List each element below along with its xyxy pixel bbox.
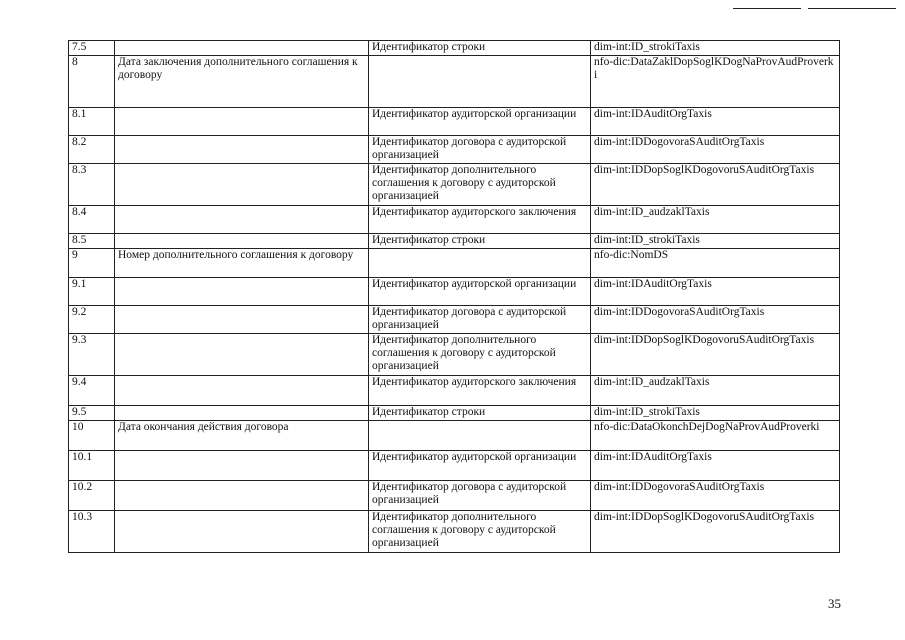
row-description: Идентификатор аудиторской организации	[369, 108, 591, 136]
row-number: 9.4	[69, 376, 115, 406]
row-name	[115, 278, 369, 306]
row-description	[369, 249, 591, 278]
row-description: Идентификатор аудиторской организации	[369, 278, 591, 306]
row-number: 9.1	[69, 278, 115, 306]
row-name	[115, 334, 369, 376]
table-row	[69, 421, 840, 451]
row-name	[115, 136, 369, 164]
row-number: 8.1	[69, 108, 115, 136]
table-row	[69, 511, 840, 553]
row-code: dim-int:IDAuditOrgTaxis	[591, 451, 840, 481]
table-row	[69, 41, 840, 56]
row-number: 9.2	[69, 306, 115, 334]
row-name	[115, 376, 369, 406]
row-code: dim-int:IDDopSoglKDogovoruSAuditOrgTaxis	[591, 334, 840, 376]
row-code: dim-int:ID_strokiTaxis	[591, 234, 840, 249]
row-number: 8.2	[69, 136, 115, 164]
row-name	[115, 41, 369, 56]
row-description: Идентификатор строки	[369, 406, 591, 421]
row-name	[115, 108, 369, 136]
row-name	[115, 234, 369, 249]
row-name: Дата заключения дополнительного соглашения к договору	[115, 56, 369, 108]
table-row	[69, 56, 840, 108]
row-name	[115, 511, 369, 553]
table-row	[69, 249, 840, 278]
row-description	[369, 56, 591, 108]
row-description	[369, 421, 591, 451]
row-name: Номер дополнительного соглашения к договору	[115, 249, 369, 278]
row-description: Идентификатор договора с аудиторской организацией	[369, 306, 591, 334]
table-row	[69, 136, 840, 164]
row-code: dim-int:IDDopSoglKDogovoruSAuditOrgTaxis	[591, 511, 840, 553]
row-description: Идентификатор строки	[369, 234, 591, 249]
row-code: nfo-dic:DataOkonchDejDogNaProvAudProverki	[591, 421, 840, 451]
row-description: Идентификатор дополнительного соглашения к договору с аудиторской организацией	[369, 164, 591, 206]
table-row	[69, 376, 840, 406]
row-code: dim-int:ID_audzaklTaxis	[591, 376, 840, 406]
row-number: 9.5	[69, 406, 115, 421]
row-number: 10.2	[69, 481, 115, 511]
row-name	[115, 306, 369, 334]
row-code: dim-int:ID_audzaklTaxis	[591, 206, 840, 234]
table-row	[69, 334, 840, 376]
row-code: dim-int:IDAuditOrgTaxis	[591, 108, 840, 136]
row-code: dim-int:IDDogovoraSAuditOrgTaxis	[591, 306, 840, 334]
table-row	[69, 451, 840, 481]
row-number: 10.1	[69, 451, 115, 481]
row-description: Идентификатор аудиторской организации	[369, 451, 591, 481]
table-row	[69, 481, 840, 511]
row-name	[115, 164, 369, 206]
row-number: 8.4	[69, 206, 115, 234]
row-description: Идентификатор дополнительного соглашения к договору с аудиторской организацией	[369, 334, 591, 376]
row-code: dim-int:ID_strokiTaxis	[591, 406, 840, 421]
row-name	[115, 451, 369, 481]
row-description: Идентификатор дополнительного соглашения к договору с аудиторской организацией	[369, 511, 591, 553]
row-number: 9.3	[69, 334, 115, 376]
row-code: nfo-dic:DataZaklDopSoglKDogNaProvAudProverki	[591, 56, 840, 108]
table-row	[69, 306, 840, 334]
row-description: Идентификатор договора с аудиторской организацией	[369, 136, 591, 164]
row-description: Идентификатор договора с аудиторской организацией	[369, 481, 591, 511]
row-description: Идентификатор строки	[369, 41, 591, 56]
table-row	[69, 406, 840, 421]
table-row	[69, 234, 840, 249]
table-row	[69, 164, 840, 206]
table-body	[69, 41, 840, 553]
row-code: dim-int:IDDogovoraSAuditOrgTaxis	[591, 481, 840, 511]
header-rule-right	[808, 8, 896, 9]
header-rule-left	[733, 8, 801, 9]
row-number: 10	[69, 421, 115, 451]
table-row	[69, 108, 840, 136]
row-name	[115, 206, 369, 234]
table-row	[69, 278, 840, 306]
row-number: 9	[69, 249, 115, 278]
row-code: nfo-dic:NomDS	[591, 249, 840, 278]
row-code: dim-int:IDDopSoglKDogovoruSAuditOrgTaxis	[591, 164, 840, 206]
row-code: dim-int:IDDogovoraSAuditOrgTaxis	[591, 136, 840, 164]
row-number: 8.3	[69, 164, 115, 206]
row-description: Идентификатор аудиторского заключения	[369, 206, 591, 234]
row-number: 7.5	[69, 41, 115, 56]
row-name: Дата окончания действия договора	[115, 421, 369, 451]
row-name	[115, 406, 369, 421]
row-number: 8	[69, 56, 115, 108]
row-number: 8.5	[69, 234, 115, 249]
page-number: 35	[828, 596, 841, 611]
row-description: Идентификатор аудиторского заключения	[369, 376, 591, 406]
row-code: dim-int:IDAuditOrgTaxis	[591, 278, 840, 306]
row-name	[115, 481, 369, 511]
row-code: dim-int:ID_strokiTaxis	[591, 41, 840, 56]
table-row	[69, 206, 840, 234]
row-number: 10.3	[69, 511, 115, 553]
attributes-table	[68, 40, 840, 553]
